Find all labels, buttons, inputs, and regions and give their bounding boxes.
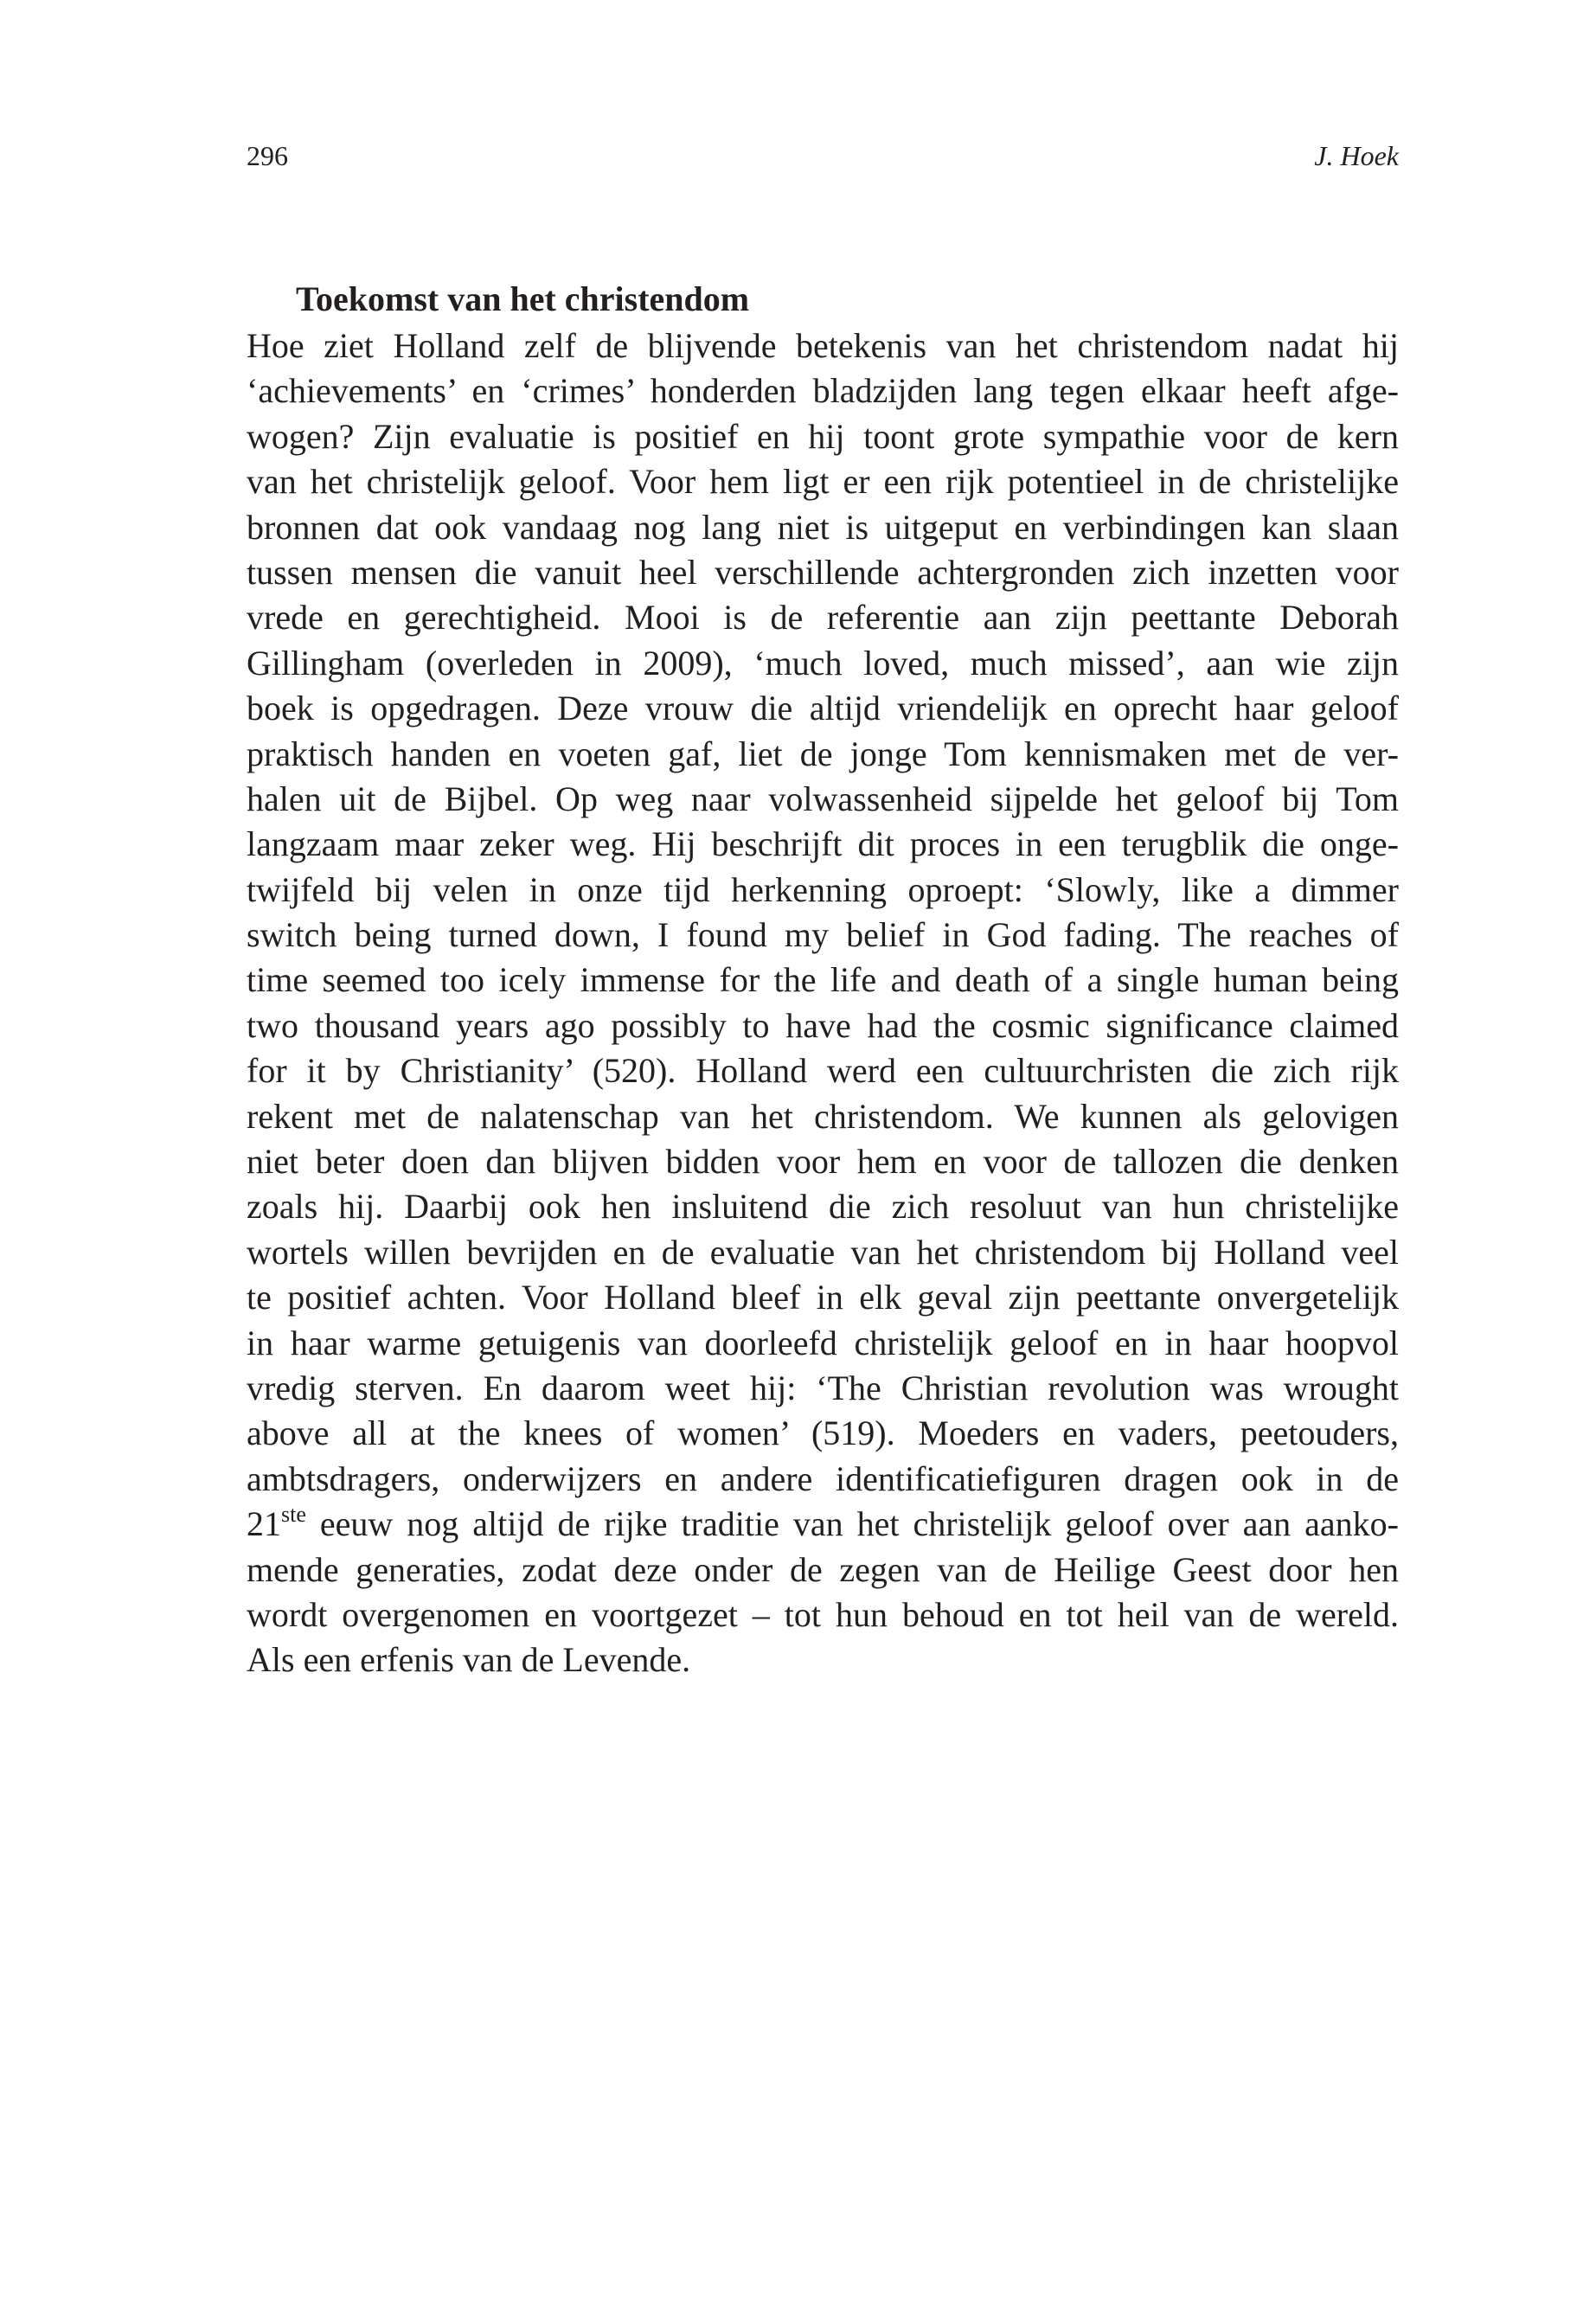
paragraph-line: switch being turned down, I found my belief in God fading. The reaches of	[247, 915, 1399, 955]
paragraph-line: tussen mensen die vanuit heel verschillende achtergronden zich inzetten voor	[247, 552, 1399, 592]
paragraph-line: vrede en gerechtigheid. Mooi is de referentie aan zijn peettante Deborah	[247, 598, 1399, 638]
paragraph-line: twijfeld bij velen in onze tijd herkenning oproept: ‘Slowly, like a dimmer	[247, 869, 1399, 909]
ordinal-line-rest: eeuw nog altijd de rijke traditie van het christelijk geloof over aan aanko-	[305, 1504, 1399, 1544]
section-heading: Toekomst van het christendom	[296, 279, 750, 318]
ordinal-suffix: ste	[281, 1501, 306, 1527]
paragraph-line: wordt overgenomen en voortgezet – tot hun behoud en tot heil van de wereld.	[247, 1594, 1399, 1634]
paragraph-line: boek is opgedragen. Deze vrouw die altijd vriendelijk en oprecht haar geloof	[247, 689, 1399, 728]
paragraph-line: for it by Christianity’ (520). Holland werd een cultuurchristen die zich rijk	[247, 1051, 1399, 1091]
body-paragraph	[247, 324, 1399, 1683]
paragraph-line: vredig sterven. En daarom weet hij: ‘The Christian revolution was wrought	[247, 1368, 1399, 1407]
paragraph-line: praktisch handen en voeten gaf, liet de jonge Tom kennismaken met de ver-	[247, 734, 1399, 773]
paragraph-line: bronnen dat ook vandaag nog lang niet is uitgeput en verbindingen kan slaan	[247, 507, 1399, 547]
paragraph-line: zoals hij. Daarbij ook hen insluitend die zich resoluut van hun christelijke	[247, 1187, 1399, 1227]
paragraph-line: langzaam maar zeker weg. Hij beschrijft dit proces in een terugblik die onge-	[247, 824, 1399, 864]
paragraph-line: time seemed too icely immense for the life and death of a single human being	[247, 960, 1399, 1000]
page-number: 296	[247, 140, 288, 171]
paragraph-line: wogen? Zijn evaluatie is positief en hij toont grote sympathie voor de kern	[247, 416, 1399, 456]
paragraph-line: mende generaties, zodat deze onder de zegen van de Heilige Geest door hen	[247, 1549, 1399, 1589]
paragraph-final-line: Als een erfenis van de Levende.	[247, 1640, 691, 1680]
paragraph-line: van het christelijk geloof. Voor hem ligt er een rijk potentieel in de christelijke	[247, 462, 1399, 502]
paragraph-line: wortels willen bevrijden en de evaluatie van het christendom bij Holland veel	[247, 1232, 1399, 1272]
paragraph-line: Gillingham (overleden in 2009), ‘much loved, much missed’, aan wie zijn	[247, 643, 1399, 683]
paragraph-line: Hoe ziet Holland zelf de blijvende betekenis van het christendom nadat hij	[247, 326, 1399, 365]
paragraph-line: te positief achten. Voor Holland bleef in elk geval zijn peettante onvergetelijk	[247, 1278, 1399, 1317]
paragraph-line: two thousand years ago possibly to have had the cosmic significance claimed	[247, 1005, 1399, 1045]
paragraph-line: ambtsdragers, onderwijzers en andere identificatiefiguren dragen ook in de	[247, 1458, 1399, 1498]
running-head-author: J. Hoek	[1314, 140, 1399, 171]
paragraph-line: in haar warme getuigenis van doorleefd christelijk geloof en in haar hoopvol	[247, 1323, 1399, 1362]
ordinal-number: 21	[247, 1504, 281, 1544]
running-head	[247, 138, 1399, 173]
paragraph-line: above all at the knees of women’ (519). Moeders en vaders, peetouders,	[247, 1413, 1399, 1453]
paragraph-line: niet beter doen dan blijven bidden voor hem en voor de tallozen die denken	[247, 1142, 1399, 1182]
paragraph-line: ‘achievements’ en ‘crimes’ honderden bladzijden lang tegen elkaar heeft afge-	[247, 371, 1399, 411]
paragraph-line-ordinal	[247, 1502, 1399, 1547]
paragraph-line: rekent met de nalatenschap van het christendom. We kunnen als gelovigen	[247, 1096, 1399, 1136]
paragraph-line: halen uit de Bijbel. Op weg naar volwassenheid sijpelde het geloof bij Tom	[247, 779, 1399, 818]
